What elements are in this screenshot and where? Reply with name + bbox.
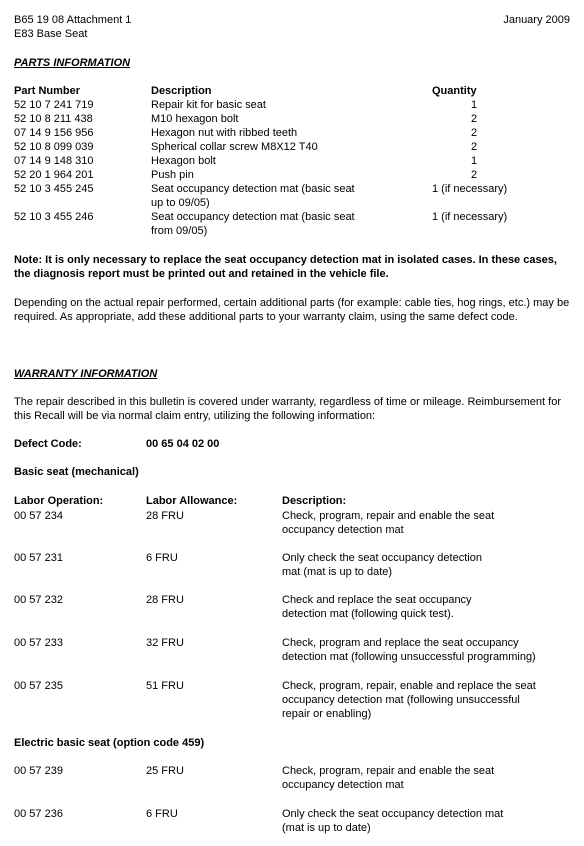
part-description: Repair kit for basic seat — [151, 99, 266, 111]
basic-seat-heading: Basic seat (mechanical) — [14, 466, 139, 478]
labor-operation: 00 57 231 — [14, 552, 63, 564]
bulletin-date: January 2009 — [503, 14, 570, 26]
labor-description: Check, program, repair and enable the seat — [282, 510, 495, 522]
part-description: Seat occupancy detection mat (basic seat — [151, 183, 355, 195]
col-quantity: Quantity — [432, 85, 477, 97]
part-number: 52 10 8 211 438 — [14, 113, 93, 125]
warranty-heading: WARRANTY INFORMATION — [14, 368, 158, 380]
labor-operation: 00 57 233 — [14, 637, 63, 649]
part-quantity: 1 — [470, 155, 478, 167]
part-quantity: 2 — [470, 113, 478, 125]
labor-description-cont: occupancy detection mat — [282, 779, 404, 791]
part-number: 52 10 8 099 039 — [14, 141, 94, 153]
labor-allowance: 51 FRU — [146, 680, 184, 692]
part-number: 52 20 1 964 201 — [14, 169, 94, 181]
part-quantity: 2 — [470, 127, 478, 139]
labor-description: Only check the seat occupancy detection mat — [282, 808, 504, 820]
part-number: 07 14 9 148 310 — [14, 155, 94, 167]
labor-operation: 00 57 236 — [14, 808, 63, 820]
labor-description-cont: detection mat (following unsuccessful programming) — [282, 651, 536, 663]
labor-allowance: 6 FRU — [146, 552, 178, 564]
part-number: 52 10 3 455 246 — [14, 211, 94, 223]
col-labor-allowance: Labor Allowance: — [146, 495, 238, 507]
part-description: Hexagon nut with ribbed teeth — [151, 127, 298, 139]
labor-operation: 00 57 232 — [14, 594, 63, 606]
labor-description-cont: detection mat (following quick test). — [282, 608, 454, 620]
labor-description-cont: mat (mat is up to date) — [282, 566, 393, 578]
labor-operation: 00 57 234 — [14, 510, 63, 522]
labor-description: Check, program, repair and enable the seat — [282, 765, 495, 777]
warranty-intro: The repair described in this bulletin is covered under warranty, regardless of time or mileage. Reimbursement for this Recall will be via normal claim entry, utilizing the following information: — [14, 396, 561, 422]
part-description-cont: up to 09/05) — [151, 197, 210, 209]
labor-allowance: 28 FRU — [146, 594, 184, 606]
part-number: 52 10 3 455 245 — [14, 183, 94, 195]
labor-operation: 00 57 235 — [14, 680, 63, 692]
part-description: Seat occupancy detection mat (basic seat — [151, 211, 355, 223]
part-quantity: 1 — [470, 99, 478, 111]
col-labor-description: Description: — [282, 495, 347, 507]
part-number: 07 14 9 156 956 — [14, 127, 94, 139]
labor-description-cont: (mat is up to date) — [282, 822, 371, 834]
part-quantity: 1 (if necessary) — [432, 183, 508, 195]
part-quantity: 1 (if necessary) — [432, 211, 508, 223]
labor-description: Only check the seat occupancy detection — [282, 552, 482, 564]
labor-description-cont: occupancy detection mat — [282, 524, 404, 536]
part-quantity: 2 — [470, 169, 478, 181]
labor-description-cont: repair or enabling) — [282, 708, 372, 720]
replacement-note: Note: It is only necessary to replace the seat occupancy detection mat in isolated cases. In these cases, the diagnosis report must be printed out and retained in the vehicle file. — [14, 254, 557, 280]
labor-allowance: 28 FRU — [146, 510, 184, 522]
labor-operation: 00 57 239 — [14, 765, 63, 777]
col-labor-operation: Labor Operation: — [14, 495, 104, 507]
part-description: M10 hexagon bolt — [151, 113, 239, 125]
part-description: Push pin — [151, 169, 194, 181]
labor-description: Check, program and replace the seat occupancy — [282, 637, 519, 649]
defect-code-value: 00 65 04 02 00 — [146, 438, 220, 450]
labor-allowance: 25 FRU — [146, 765, 184, 777]
col-part-number: Part Number — [14, 85, 81, 97]
model-line: E83 Base Seat — [14, 28, 88, 40]
part-description-cont: from 09/05) — [151, 225, 208, 237]
labor-description: Check, program, repair, enable and replace the seat — [282, 680, 536, 692]
part-number: 52 10 7 241 719 — [14, 99, 94, 111]
additional-parts-text: Depending on the actual repair performed, certain additional parts (for example: cable ties, hog rings, etc.) may be required. As appropriate, add these additional parts to your warranty claim, using the same defect code. — [14, 297, 570, 323]
defect-code-label: Defect Code: — [14, 438, 82, 450]
part-quantity: 2 — [470, 141, 478, 153]
parts-heading: PARTS INFORMATION — [14, 57, 131, 69]
col-description: Description — [151, 85, 212, 97]
electric-seat-heading: Electric basic seat (option code 459) — [14, 737, 205, 749]
labor-allowance: 32 FRU — [146, 637, 184, 649]
part-description: Hexagon bolt — [151, 155, 216, 167]
labor-description-cont: occupancy detection mat (following unsuccessful — [282, 694, 520, 706]
part-description: Spherical collar screw M8X12 T40 — [151, 141, 318, 153]
labor-description: Check and replace the seat occupancy — [282, 594, 472, 606]
labor-allowance: 6 FRU — [146, 808, 178, 820]
bulletin-id: B65 19 08 Attachment 1 — [14, 14, 132, 26]
